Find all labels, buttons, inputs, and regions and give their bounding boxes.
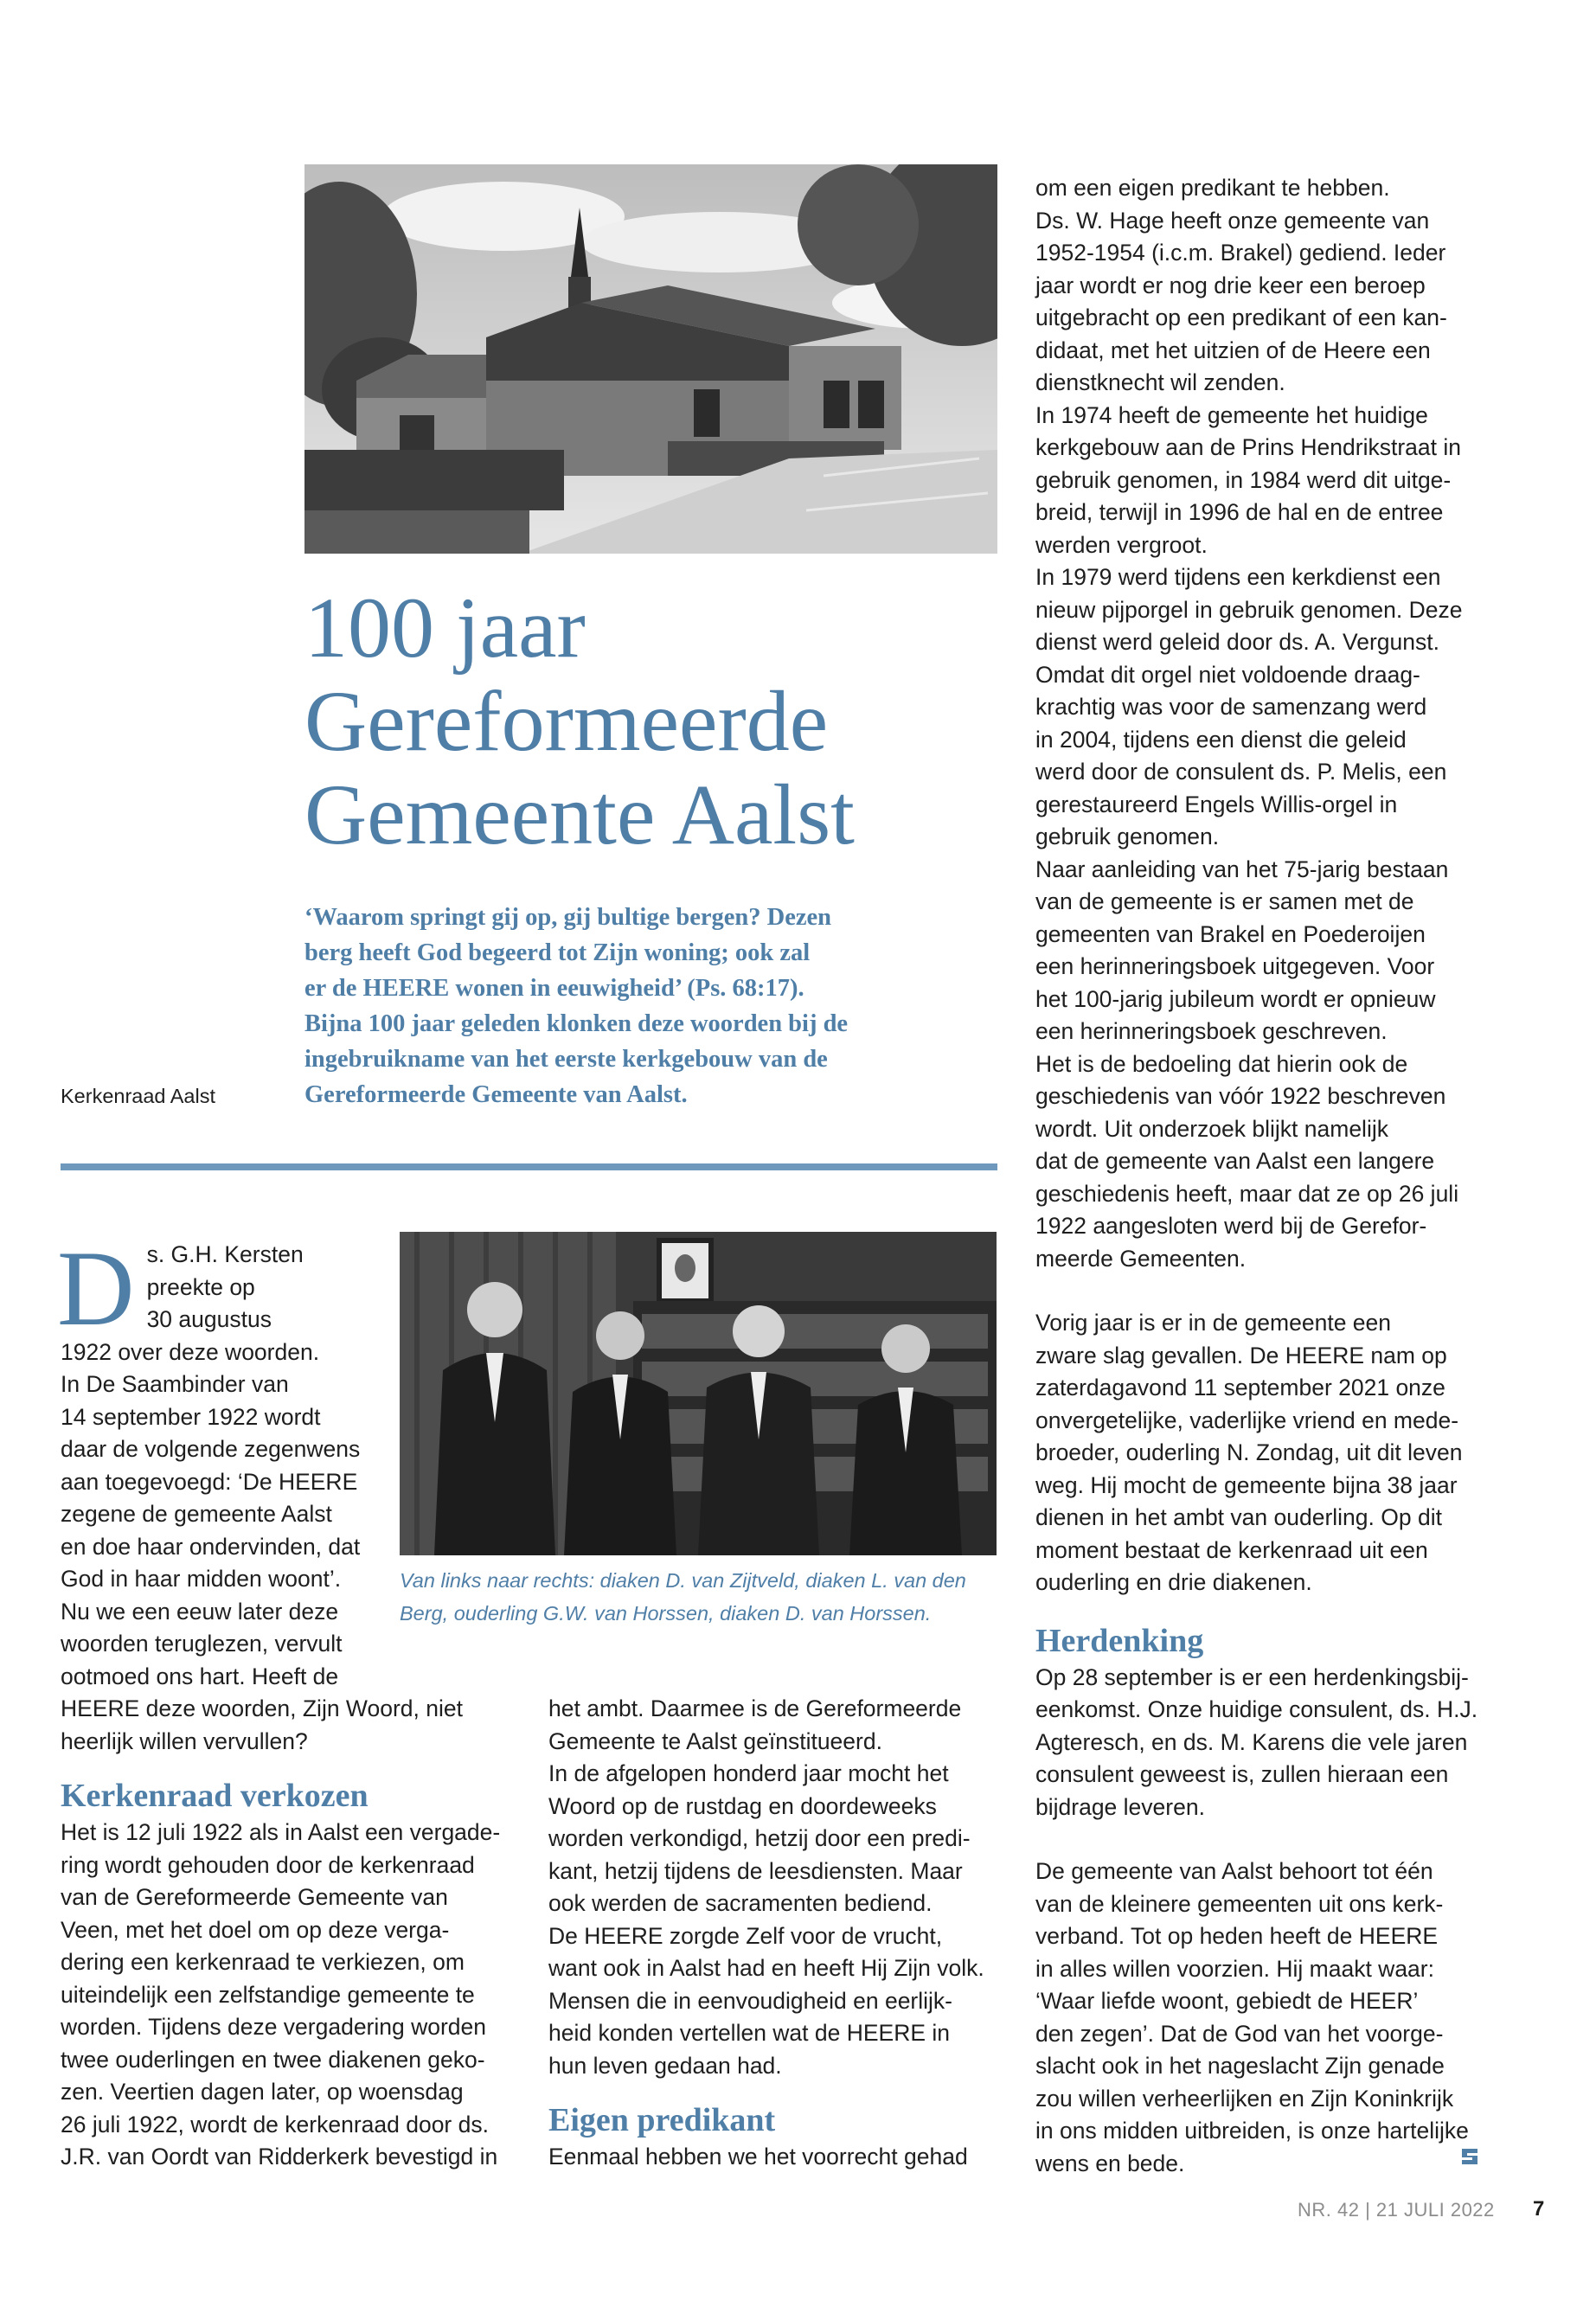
text-line: verband. Tot op heden heeft de HEERE: [1035, 1923, 1439, 1949]
text-line: De gemeente van Aalst behoort tot één: [1035, 1858, 1433, 1884]
church-illustration: [304, 164, 997, 554]
text-line: van de gemeente is er samen met de: [1035, 888, 1414, 914]
intro-line: ‘Waarom springt gij op, gij bultige bergen? Dezen: [304, 904, 832, 931]
text-line: gebruik genomen, in 1984 werd dit uitge-: [1035, 466, 1452, 493]
text-line: 14 september 1922 wordt: [61, 1403, 321, 1430]
text-line: kant, hetzij tijdens de leesdiensten. Maar: [548, 1857, 963, 1884]
text-line: moment bestaat de kerkenraad uit een: [1035, 1536, 1428, 1563]
text-line: gemeenten van Brakel en Poederoijen: [1035, 920, 1426, 947]
column-2: [548, 1693, 1016, 2174]
text-line: 30 augustus: [146, 1306, 272, 1332]
text-line: ‘Waar liefde woont, gebiedt de HEER’: [1035, 1988, 1419, 2014]
text-line: 26 juli 1922, wordt de kerkenraad door ds.: [61, 2111, 489, 2138]
text-line: Op 28 september is er een herdenkingsbij-: [1035, 1663, 1469, 1690]
caption-line: Berg, ouderling G.W. van Horssen, diaken D. van Horssen.: [400, 1602, 932, 1625]
text-line: om een eigen predikant te hebben.: [1035, 175, 1390, 201]
text-line: 1922 over deze woorden.: [61, 1338, 320, 1365]
text-line: breid, terwijl in 1996 de hal en de entree: [1035, 499, 1444, 525]
text-line: Ds. W. Hage heeft onze gemeente van: [1035, 207, 1430, 234]
text-line: wordt. Uit onderzoek blijkt namelijk: [1035, 1115, 1388, 1142]
text-line: uiteindelijk een zelfstandige gemeente te: [61, 1981, 475, 2008]
intro-line: ingebruikname van het eerste kerkgebouw van de: [304, 1046, 828, 1073]
text-line: De HEERE zorgde Zelf voor de vrucht,: [548, 1922, 943, 1949]
text-line: J.R. van Oordt van Ridderkerk bevestigd in: [61, 2144, 498, 2170]
intro-line: berg heeft God begeerd tot Zijn woning; ook zal: [304, 939, 811, 966]
text-line: s. G.H. Kersten: [146, 1241, 304, 1267]
footer-issue: NR. 42 | 21 JULI 2022: [1298, 2199, 1495, 2221]
text-line: van de Gereformeerde Gemeente van: [61, 1884, 448, 1910]
text-line: worden verkondigd, hetzij door een predi-: [548, 1825, 971, 1851]
title-line: 100 jaar: [304, 580, 586, 676]
text-line: God in haar midden woont’.: [61, 1566, 342, 1592]
text-line: Het is 12 juli 1922 als in Aalst een vergade-: [61, 1819, 501, 1845]
text-line: Mensen die in eenvoudigheid en eerlijk-: [548, 1987, 952, 2014]
text-line: het 100-jarig jubileum wordt er opnieuw: [1035, 985, 1436, 1012]
subhead-eigen-predikant: Eigen predikant: [548, 2102, 776, 2138]
text-line: gebruik genomen.: [1035, 824, 1220, 849]
text-line: gerestaureerd Engels Willis-orgel in: [1035, 791, 1398, 817]
text-line: daar de volgende zegenwens: [61, 1436, 361, 1462]
text-line: Het is de bedoeling dat hierin ook de: [1035, 1050, 1408, 1077]
text-line: Nu we een eeuw later deze: [61, 1598, 339, 1625]
text-line: zaterdagavond 11 september 2021 onze: [1035, 1375, 1445, 1400]
text-line: heerlijk willen vervullen?: [61, 1727, 308, 1754]
text-line: worden. Tijdens deze vergadering worden: [61, 2014, 487, 2040]
text-line: hun leven gedaan had.: [548, 2052, 782, 2079]
intro-line: Gereformeerde Gemeente van Aalst.: [304, 1081, 688, 1108]
title-line: Gereformeerde: [304, 673, 829, 769]
text-line: in 2004, tijdens een dienst die geleid: [1035, 726, 1407, 753]
text-line: Eenmaal hebben we het voorrecht gehad: [548, 2144, 968, 2170]
text-line: werden vergroot.: [1035, 531, 1208, 558]
text-line: nieuw pijporgel in gebruik genomen. Deze: [1035, 596, 1463, 623]
intro-line: Bijna 100 jaar geleden klonken deze woorden bij de: [304, 1010, 849, 1037]
text-line: In 1979 werd tijdens een kerkdienst een: [1035, 564, 1441, 590]
text-line: weg. Hij mocht de gemeente bijna 38 jaar: [1035, 1471, 1458, 1498]
text-line: dering een kerkenraad te verkiezen, om: [61, 1949, 465, 1975]
text-line: 1922 aangesloten werd bij de Gerefor-: [1035, 1213, 1427, 1239]
text-line: Woord op de rustdag en doordeweeks: [548, 1792, 937, 1819]
text-line: preekte op: [146, 1273, 255, 1300]
text-line: van de kleinere gemeenten uit ons kerk-: [1035, 1890, 1444, 1917]
text-line: Vorig jaar is er in de gemeente een: [1035, 1310, 1392, 1336]
text-line: broeder, ouderling N. Zondag, uit dit leven: [1035, 1439, 1463, 1465]
text-line: geschiedenis heeft, maar dat ze op 26 juli: [1035, 1180, 1459, 1207]
text-line: consulent geweest is, zullen hieraan een: [1035, 1761, 1449, 1787]
text-line: zou willen verheerlijken en Zijn Koninkrijk: [1035, 2085, 1454, 2112]
text-line: Veen, met het doel om op deze verga-: [61, 1916, 450, 1943]
drop-cap: D: [57, 1229, 135, 1348]
text-line: zware slag gevallen. De HEERE nam op: [1035, 1342, 1447, 1368]
text-line: In De Saambinder van: [61, 1371, 289, 1397]
text-line: ring wordt gehouden door de kerkenraad: [61, 1851, 475, 1878]
text-line: wens en bede.: [1035, 2150, 1185, 2176]
text-line: ook werden de sacramenten bediend.: [548, 1890, 933, 1916]
text-line: uitgebracht op een predikant of een kan-: [1035, 304, 1447, 330]
article-intro: [304, 900, 997, 1112]
text-line: meerde Gemeenten.: [1035, 1245, 1247, 1272]
text-line: in alles willen voorzien. Hij maakt waar:: [1035, 1955, 1434, 1982]
text-line: Gemeente te Aalst geïnstitueerd.: [548, 1727, 882, 1754]
text-line: HEERE deze woorden, Zijn Woord, niet: [61, 1695, 463, 1721]
text-line: Omdat dit orgel niet voldoende draag-: [1035, 661, 1420, 688]
title-line: Gemeente Aalst: [304, 766, 855, 862]
text-line: het ambt. Daarmee is de Gereformeerde: [548, 1695, 962, 1721]
subhead-herdenking: Herdenking: [1035, 1622, 1204, 1659]
page-number: 7: [1533, 2197, 1545, 2221]
text-line: dat de gemeente van Aalst een langere: [1035, 1148, 1435, 1174]
text-line: dienen in het ambt van ouderling. Op dit: [1035, 1504, 1442, 1530]
text-line: Naar aanleiding van het 75-jarig bestaan: [1035, 856, 1449, 882]
intro-line: er de HEERE wonen in eeuwigheid’ (Ps. 68:17).: [304, 975, 804, 1002]
text-line: werd door de consulent ds. P. Melis, een: [1035, 759, 1447, 785]
text-line: didaat, met het uitzien of de Heere een: [1035, 336, 1431, 363]
text-line: heid konden vertellen wat de HEERE in: [548, 2020, 951, 2046]
text-line: In de afgelopen honderd jaar mocht het: [548, 1760, 949, 1786]
column-3: [1035, 172, 1520, 2180]
text-line: 1952-1954 (i.c.m. Brakel) gediend. Ieder: [1035, 240, 1446, 266]
end-mark-icon: [1458, 2145, 1481, 2168]
text-line: dienst werd geleid door ds. A. Vergunst.: [1035, 629, 1439, 655]
text-line: eenkomst. Onze huidige consulent, ds. H.J.: [1035, 1696, 1478, 1722]
text-line: in ons midden uitbreiden, is onze hartelijke: [1035, 2118, 1469, 2144]
text-line: ootmoed ons hart. Heeft de: [61, 1663, 339, 1689]
text-line: Agteresch, en ds. M. Karens die vele jaren: [1035, 1728, 1468, 1755]
column-1: [57, 1229, 532, 2174]
text-line: onvergetelijke, vaderlijke vriend en mede-: [1035, 1407, 1459, 1433]
text-line: woorden teruglezen, vervult: [61, 1631, 343, 1657]
text-line: een herinneringsboek uitgegeven. Voor: [1035, 953, 1435, 979]
text-line: aan toegevoegd: ‘De HEERE: [61, 1468, 358, 1495]
text-line: slacht ook in het nageslacht Zijn genade: [1035, 2053, 1445, 2079]
subhead-kerkenraad-verkozen: Kerkenraad verkozen: [61, 1778, 369, 1814]
text-line: krachtig was voor de samenzang werd: [1035, 694, 1427, 720]
text-line: dienstknecht wil zenden.: [1035, 369, 1285, 395]
text-line: In 1974 heeft de gemeente het huidige: [1035, 401, 1428, 428]
text-line: en doe haar ondervinden, dat: [61, 1533, 361, 1560]
church-photo: [304, 164, 997, 554]
text-line: jaar wordt er nog drie keer een beroep: [1035, 272, 1426, 298]
text-line: geschiedenis van vóór 1922 beschreven: [1035, 1083, 1446, 1109]
article-title: [304, 581, 997, 862]
text-line: zegene de gemeente Aalst: [61, 1501, 332, 1527]
text-line: kerkgebouw aan de Prins Hendrikstraat in: [1035, 434, 1461, 460]
caption-line: Van links naar rechts: diaken D. van Zijtveld, diaken L. van den: [400, 1569, 966, 1592]
text-line: ouderling en drie diakenen.: [1035, 1569, 1312, 1595]
section-divider: [61, 1163, 997, 1170]
text-line: twee ouderlingen en twee diakenen geko-: [61, 2046, 485, 2073]
text-line: bijdrage leveren.: [1035, 1793, 1205, 1820]
text-line: zen. Veertien dagen later, op woensdag: [61, 2079, 464, 2105]
text-line: want ook in Aalst had en heeft Hij Zijn volk.: [548, 1955, 984, 1981]
text-line: een herinneringsboek geschreven.: [1035, 1018, 1388, 1044]
text-line: den zegen’. Dat de God van het voorge-: [1035, 2020, 1444, 2047]
author-byline: Kerkenraad Aalst: [61, 1085, 215, 1107]
